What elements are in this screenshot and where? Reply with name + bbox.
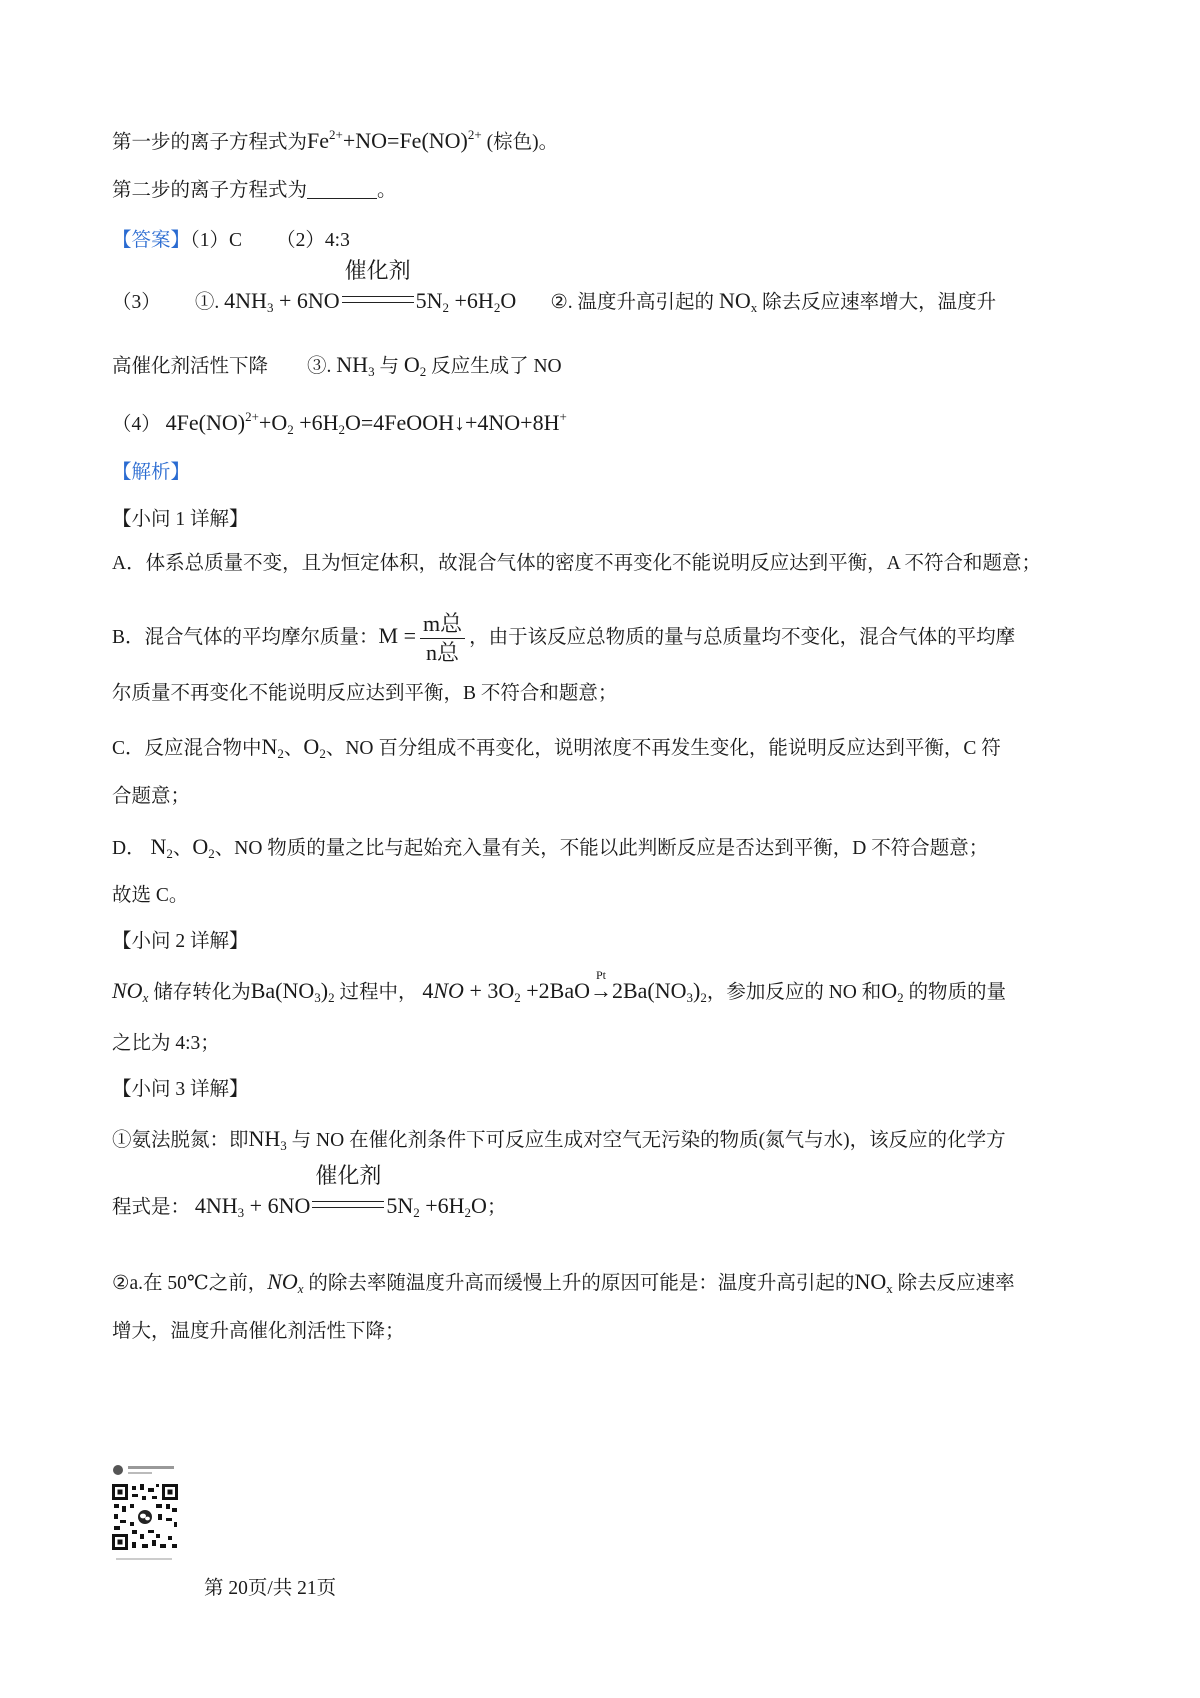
equation-nh3-no-2: $4NH_3 + 6NO$ 催化剂 $5N_2 +6H_2O$ xyxy=(194,1163,487,1220)
answer-3-cont: 高催化剂活性下降 ③. $NH_3$ 与 $O_2$ 反应生成了 NO xyxy=(112,352,562,379)
molar-mass-fraction: $\frac{\text{m总}}{\text{n总}}$ xyxy=(420,610,465,667)
equation-fe-no: $4Fe(NO)^{2+}+O_2$ $+6H_2O=4FeOOH↓+4NO+8H^+$ xyxy=(165,409,567,437)
q1-option-d: D． $N_2$、$O_2$、NO 物质的量之比与起始充入量有关，不能以此判断反应是否达到平衡，D 不符合题意； xyxy=(112,834,989,861)
q1-option-a: A．体系总质量不变，且为恒定体积，故混合气体的密度不再变化不能说明反应达到平衡，A 不符合和题意； xyxy=(112,553,1041,574)
q1-option-b-cont: 尔质量不再变化不能说明反应达到平衡，B 不符合和题意； xyxy=(112,683,618,704)
equation-step1: $Fe^{2+}+NO=Fe(NO)^{2+}$ xyxy=(307,127,482,153)
answer-line: 【答案】（1）C （2）4:3 xyxy=(112,230,350,251)
q1-title: 【小问 1 详解】 xyxy=(112,509,249,530)
q1-option-c: C．反应混合物中$N_2$、$O_2$、NO 百分组成不再变化，说明浓度不再发生变化，能说明反应达到平衡，C 符 xyxy=(112,734,1001,761)
analysis-label: 【解析】 xyxy=(112,462,191,483)
line-step2: 第二步的离子方程式为 。 xyxy=(112,180,397,201)
answer-3-line: （3） ①. $4NH_3 + 6NO$ 催化剂 $5N_2 +6H_2O$ ②. 温度升高引起的 $NO_x$ 除去反应速率增大，温度升 xyxy=(112,258,997,315)
q1-option-b: B．混合气体的平均摩尔质量：M = $\frac{\text{m总}}{\text{n总}}$ ，由于该反应总物质的量与总质量均不变化，混合气体的平均摩 xyxy=(112,611,1016,665)
q1-option-c-cont: 合题意； xyxy=(112,786,191,807)
line-step1: 第一步的离子方程式为$Fe^{2+}+NO=Fe(NO)^{2+}$ (棕色)。 xyxy=(112,127,559,153)
answer-4-line: （4） $4Fe(NO)^{2+}+O_2$ $+6H_2O=4FeOOH↓+4NO+8H^+$ xyxy=(112,409,567,437)
q3-p3: ②a.在 50℃之前，$NO_x$ 的除去率随温度升高而缓慢上升的原因可能是：温度升高引起的$NO_x$ 除去反应速率 xyxy=(112,1269,1015,1296)
q3-p2: 程式是： $4NH_3 + 6NO$ 催化剂 $5N_2 +6H_2O$； xyxy=(112,1163,507,1220)
q3-p1: ①氨法脱氮：即$NH_3$ 与 NO 在催化剂条件下可反应生成对空气无污染的物质(氮气与水)，该反应的化学方 xyxy=(112,1126,1006,1153)
q3-title: 【小问 3 详解】 xyxy=(112,1079,249,1100)
q2-title: 【小问 2 详解】 xyxy=(112,931,249,952)
q1-conclusion: 故选 C。 xyxy=(112,885,189,906)
answer-label: 【答案】 xyxy=(112,230,191,251)
qr-code-image xyxy=(112,1462,204,1572)
q3-p3-cont: 增大，温度升高催化剂活性下降； xyxy=(112,1321,405,1342)
equation-ba: $4NO + 3O_2 +2BaO$ Pt $\to 2Ba(NO_3)_2$ xyxy=(422,968,707,1005)
equation-nh3-no: $4NH_3 + 6NO$ 催化剂 $5N_2 +6H_2O$ xyxy=(224,258,517,315)
page-number: 第 20页/共 21页 xyxy=(204,1578,337,1599)
q2-cont: 之比为 4:3； xyxy=(112,1033,220,1054)
q2-body: $NO_x$ 储存转化为$Ba(NO_3)_2$ 过程中， $4NO + 3O_2 +2BaO$ Pt $\to 2Ba(NO_3)_2$，参加反应的 NO 和$O_2$ 的物质的量 xyxy=(112,968,1007,1005)
blank-line xyxy=(307,180,377,199)
